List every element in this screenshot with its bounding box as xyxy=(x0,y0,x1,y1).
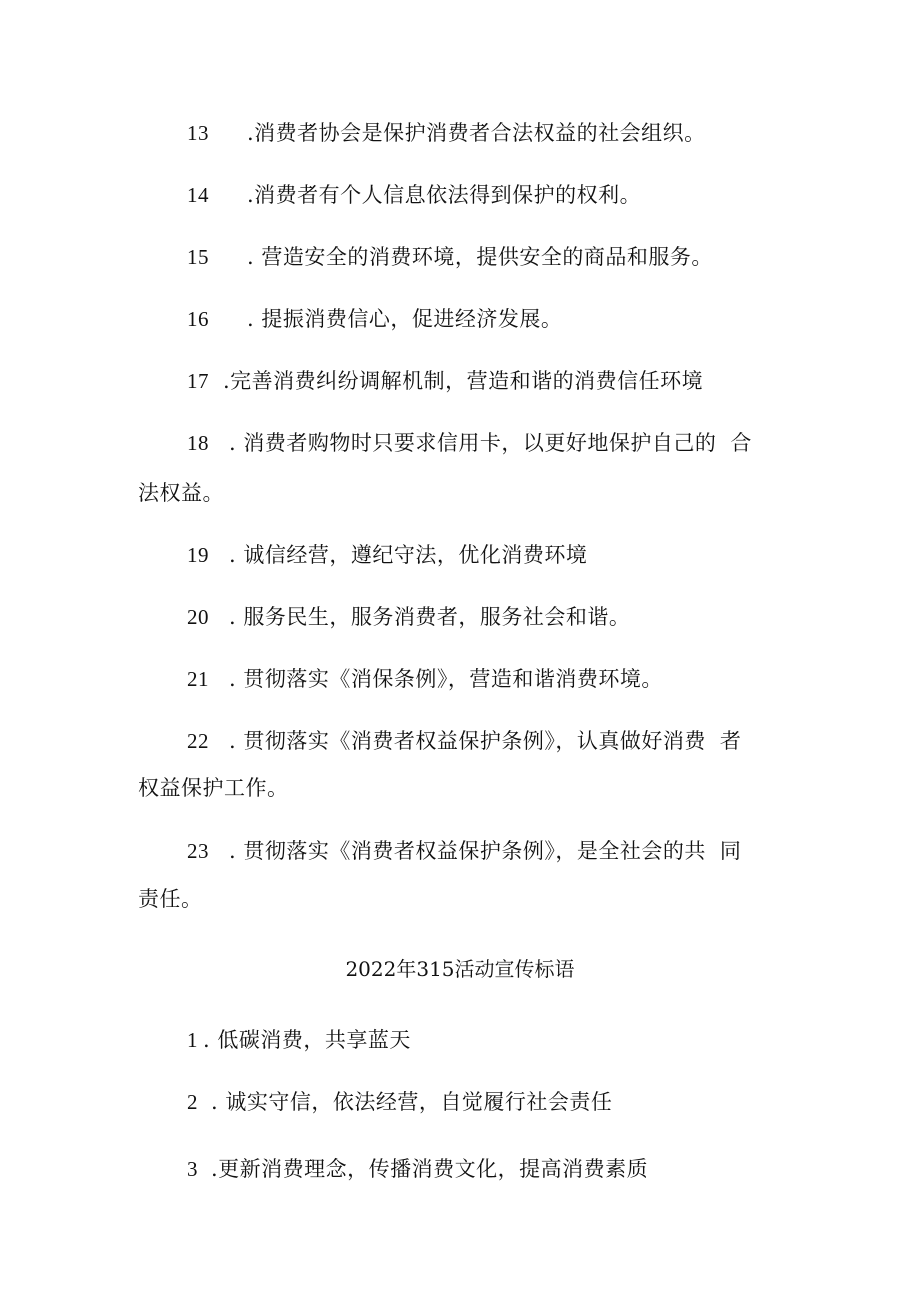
list-item xyxy=(187,1088,612,1116)
item-text: . 贯彻落实《消费者权益保护条例》，认真做好消费 xyxy=(229,729,706,753)
item-text: . 提振消费信心，促进经济发展。 xyxy=(247,307,563,331)
item-text: . 服务民生，服务消费者，服务社会和谐。 xyxy=(229,605,631,629)
item-number: 20 xyxy=(187,605,209,629)
list-item xyxy=(187,665,663,693)
item-text: .更新消费理念，传播消费文化，提高消费素质 xyxy=(211,1157,649,1181)
item-text: . 消费者购物时只要求信用卡，以更好地保护自己的 xyxy=(229,431,717,455)
list-item xyxy=(187,243,713,271)
item-text-tail: 者 xyxy=(719,729,742,753)
item-text: . 诚信经营，遵纪守法，优化消费环境 xyxy=(229,543,588,567)
list-item xyxy=(187,305,562,333)
item-number: 16 xyxy=(187,307,209,331)
list-item xyxy=(187,119,706,147)
item-number: 23 xyxy=(187,839,209,863)
item-text: . 诚实守信，依法经营，自觉履行社会责任 xyxy=(211,1090,613,1114)
item-text: .消费者协会是保护消费者合法权益的社会组织。 xyxy=(247,121,706,145)
item-number: 2 xyxy=(187,1090,198,1114)
item-text: . 贯彻落实《消费者权益保护条例》，是全社会的共 xyxy=(229,839,706,863)
item-text-tail: 合 xyxy=(730,431,752,455)
list-item xyxy=(187,727,741,755)
item-text-continuation: 权益保护工作。 xyxy=(138,776,289,800)
list-item-continuation xyxy=(138,885,203,913)
list-item xyxy=(187,429,752,457)
item-number: 1 xyxy=(187,1028,198,1052)
item-text: . 贯彻落实《消保条例》，营造和谐消费环境。 xyxy=(229,667,663,691)
item-text-continuation: 法权益。 xyxy=(138,481,224,505)
item-text-tail: 同 xyxy=(719,839,742,863)
list-item xyxy=(187,181,641,209)
list-item xyxy=(187,1026,411,1054)
item-text: .消费者有个人信息依法得到保护的权利。 xyxy=(247,183,642,207)
item-text: . 低碳消费，共享蓝天 xyxy=(203,1028,411,1052)
item-text: . 营造安全的消费环境，提供安全的商品和服务。 xyxy=(247,245,713,269)
item-number: 21 xyxy=(187,667,209,691)
item-number: 22 xyxy=(187,729,209,753)
list-item xyxy=(187,367,703,395)
item-text-continuation: 责任。 xyxy=(138,887,203,911)
item-number: 17 xyxy=(187,369,209,393)
item-number: 15 xyxy=(187,245,209,269)
list-item xyxy=(187,1155,648,1183)
list-item-continuation xyxy=(138,479,224,507)
list-item xyxy=(187,837,741,865)
item-number: 14 xyxy=(187,183,209,207)
list-item-continuation xyxy=(138,774,289,802)
item-number: 13 xyxy=(187,121,209,145)
section-title: 2022年315活动宣传标语 xyxy=(345,957,575,981)
item-text: .完善消费纠纷调解机制，营造和谐的消费信任环境 xyxy=(223,369,704,393)
item-number: 3 xyxy=(187,1157,198,1181)
item-number: 19 xyxy=(187,543,209,567)
list-item xyxy=(187,541,587,569)
list-item xyxy=(187,603,630,631)
item-number: 18 xyxy=(187,431,209,455)
